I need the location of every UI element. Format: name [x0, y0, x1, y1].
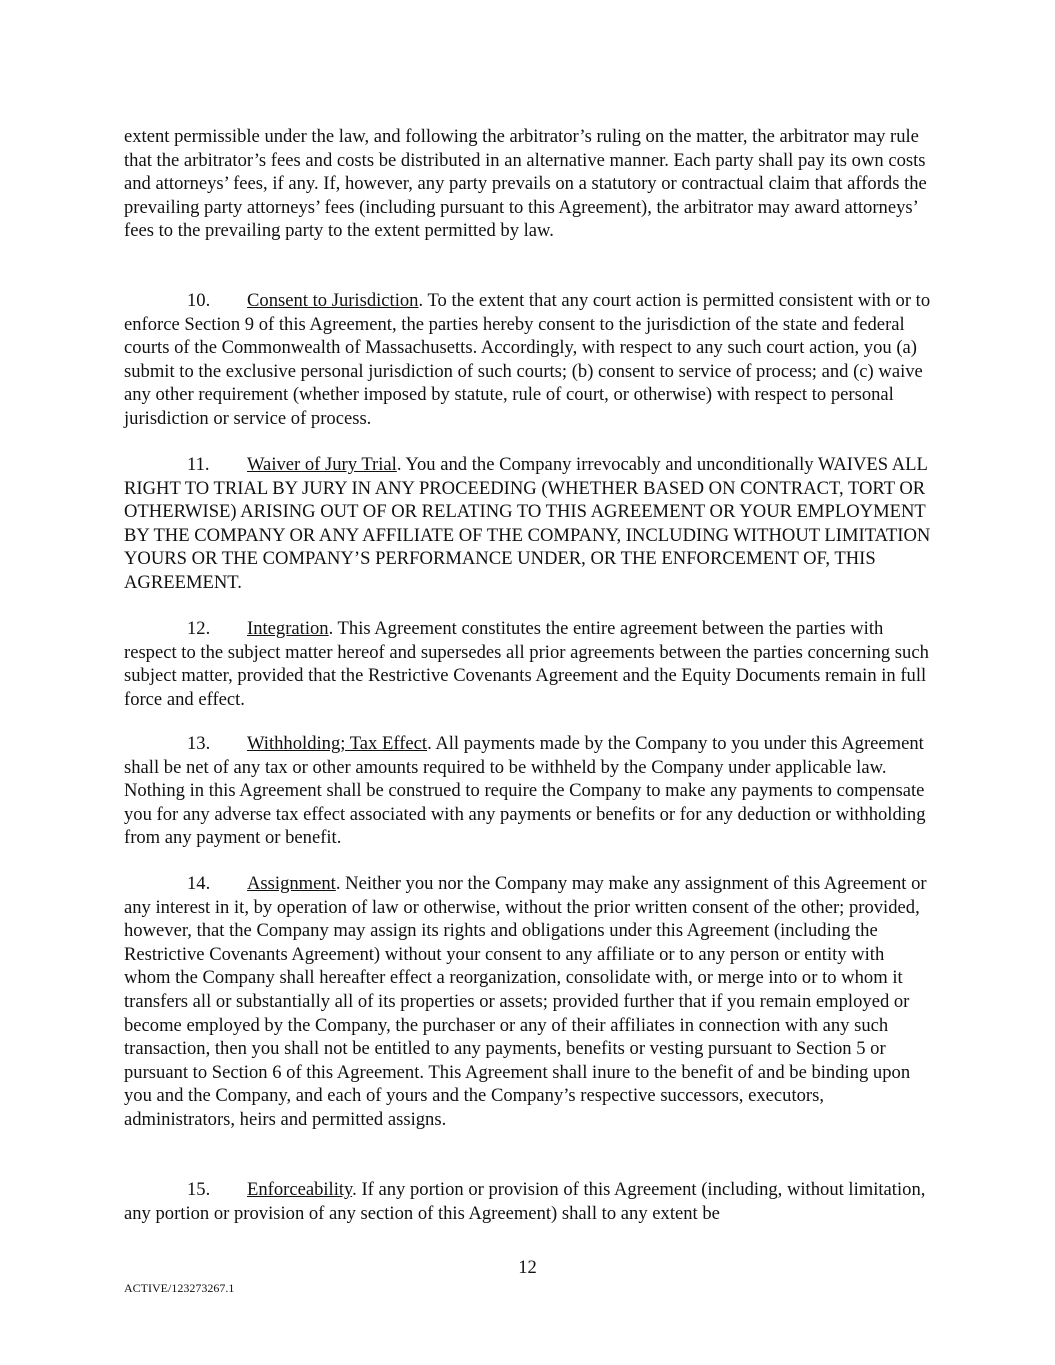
intro-paragraph: extent permissible under the law, and following the arbitrator’s ruling on the matter, the arbitrator may rule that the arbitrator’s fees and costs be distributed in an alternative manner. Each party shall pay its own costs and attorneys’ fees, if any. If, however, any party prevails on a statutory or contractual claim that affords the prevailing party attorneys’ fees (including pursuant to this Agreement), the arbitrator may award attorneys’ fees to the prevailing party to the extent permitted by law.	[124, 126, 927, 242]
section-body: . This Agreement constitutes the entire agreement between the parties with respect to the subject matter hereof and supersedes all prior agreements between the parties concerning such subject matter, provided that the Restrictive Covenants Agreement and the Equity Documents remain in full force and effect.	[124, 618, 929, 710]
section-body: . You and the Company irrevocably and unconditionally WAIVES ALL RIGHT TO TRIAL BY JURY IN ANY PROCEEDING (WHETHER BASED ON CONTRACT, TORT OR OTHERWISE) ARISING OUT OF OR RELATING TO THIS AGREEMENT OR YOUR EMPLOYMENT BY THE COMPANY OR ANY AFFILIATE OF THE COMPANY, INCLUDING WITHOUT LIMITATION YOURS OR THE COMPANY’S PERFORMANCE UNDER, OR THE ENFORCEMENT OF, THIS AGREEMENT.	[124, 454, 931, 593]
section-12-paragraph	[124, 617, 934, 711]
section-13-paragraph	[124, 732, 934, 850]
section-14-paragraph	[124, 872, 934, 1132]
section-number: 14.	[187, 873, 211, 894]
section-number: 10.	[187, 290, 211, 311]
section-body: . Neither you nor the Company may make any assignment of this Agreement or any interest in it, by operation of law or otherwise, without the prior written consent of the other; provided, however, that the Company may assign its rights and obligations under this Agreement (including the Restrictive Covenants Agreement) without your consent to any affiliate or to any person or entity with whom the Company shall hereafter effect a reorganization, consolidate with, or merge into or to whom it transfers all or substantially all of its properties or assets; provided further that if you remain employed or become employed by the Company, the purchaser or any of their affiliates in connection with any such transaction, then you shall not be entitled to any payments, benefits or vesting pursuant to Section 5 or pursuant to Section 6 of this Agreement. This Agreement shall inure to the benefit of and be binding upon you and the Company, and each of yours and the Company’s respective successors, executors, administrators, heirs and permitted assigns.	[124, 873, 927, 1130]
section-title: Integration	[247, 618, 329, 639]
section-body: . To the extent that any court action is permitted consistent with or to enforce Section 9 of this Agreement, the parties hereby consent to the jurisdiction of the state and federal courts of the Commonwealth of Massachusetts. Accordingly, with respect to any such court action, you (a) submit to the exclusive personal jurisdiction of such courts; (b) consent to service of process; and (c) waive any other requirement (whether imposed by statute, rule of court, or otherwise) with respect to personal jurisdiction or service of process.	[124, 290, 931, 429]
section-title: Withholding; Tax Effect	[247, 733, 428, 754]
section-body: . All payments made by the Company to you under this Agreement shall be net of any tax or other amounts required to be withheld by the Company under applicable law. Nothing in this Agreement shall be construed to require the Company to make any payments to compensate you for any adverse tax effect associated with any payments or benefits or for any deduction or withholding from any payment or benefit.	[124, 733, 926, 849]
section-title: Assignment	[247, 873, 336, 894]
page-number: 12	[518, 1257, 537, 1278]
section-number: 11.	[187, 454, 210, 475]
section-title: Waiver of Jury Trial	[247, 454, 397, 475]
section-15-paragraph	[124, 1178, 934, 1225]
section-title: Consent to Jurisdiction	[247, 290, 419, 311]
section-11-paragraph	[124, 453, 934, 595]
section-number: 13.	[187, 733, 211, 754]
section-title: Enforceability	[247, 1179, 353, 1200]
section-number: 12.	[187, 618, 211, 639]
section-body: . If any portion or provision of this Agreement (including, without limitation, any portion or provision of any section of this Agreement) shall to any extent be	[124, 1179, 926, 1224]
document-id: ACTIVE/123273267.1	[124, 1281, 235, 1295]
section-number: 15.	[187, 1179, 211, 1200]
section-10-paragraph	[124, 289, 934, 431]
